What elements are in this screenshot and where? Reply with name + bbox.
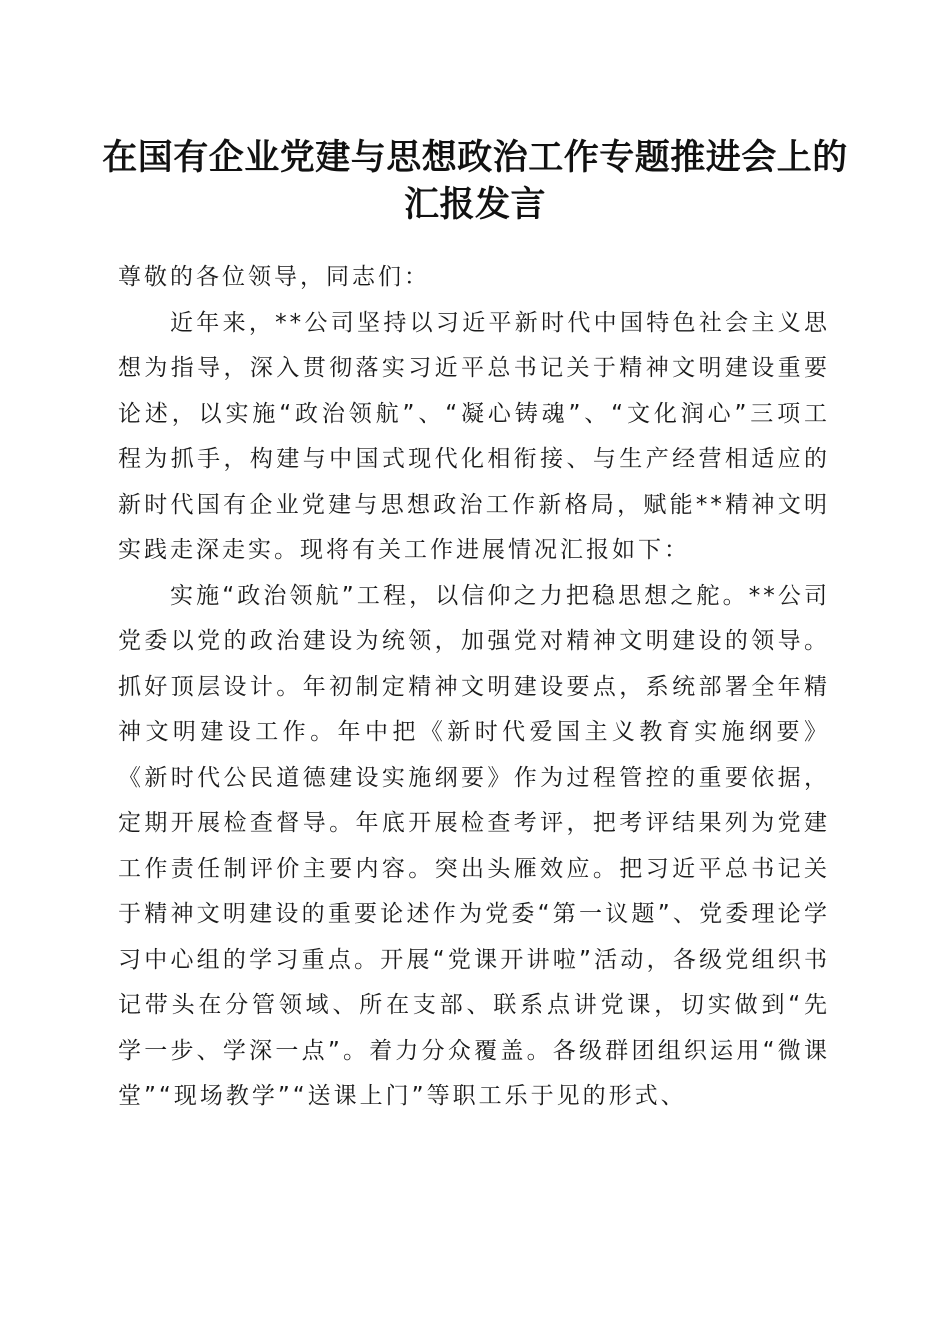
paragraph-intro: 近年来，**公司坚持以习近平新时代中国特色社会主义思想为指导，深入贯彻落实习近平总书记关于精神文明建设重要论述，以实施“政治领航”、“凝心铸魂”、“文化润心”三项工程为抓手，构建与中国式现代化相衔接、与生产经营相适应的新时代国有企业党建与思想政治工作新格局，赋能**精神文明实践走深走实。现将有关工作进展情况汇报如下： xyxy=(118,309,830,563)
salutation: 尊敬的各位领导，同志们： xyxy=(118,264,430,290)
document-title: 在国有企业党建与思想政治工作专题推进会上的汇报发言 xyxy=(102,137,848,225)
document-body xyxy=(118,255,830,1120)
paragraph-political-navigation: 实施“政治领航”工程，以信仰之力把稳思想之舵。**公司党委以党的政治建设为统领，加强党对精神文明建设的领导。抓好顶层设计。年初制定精神文明建设要点，系统部署全年精神文明建设工作。年中把《新时代爱国主义教育实施纲要》《新时代公民道德建设实施纲要》作为过程管控的重要依据，定期开展检查督导。年底开展检查考评，把考评结果列为党建工作责任制评价主要内容。突出头雁效应。把习近平总书记关于精神文明建设的重要论述作为党委“第一议题”、党委理论学习中心组的学习重点。开展“党课开讲啦”活动，各级党组织书记带头在分管领域、所在支部、联系点讲党课，切实做到“先学一步、学深一点”。着力分众覆盖。各级群团组织运用“微课堂”“现场教学”“送课上门”等职工乐于见的形式、 xyxy=(118,582,830,1109)
